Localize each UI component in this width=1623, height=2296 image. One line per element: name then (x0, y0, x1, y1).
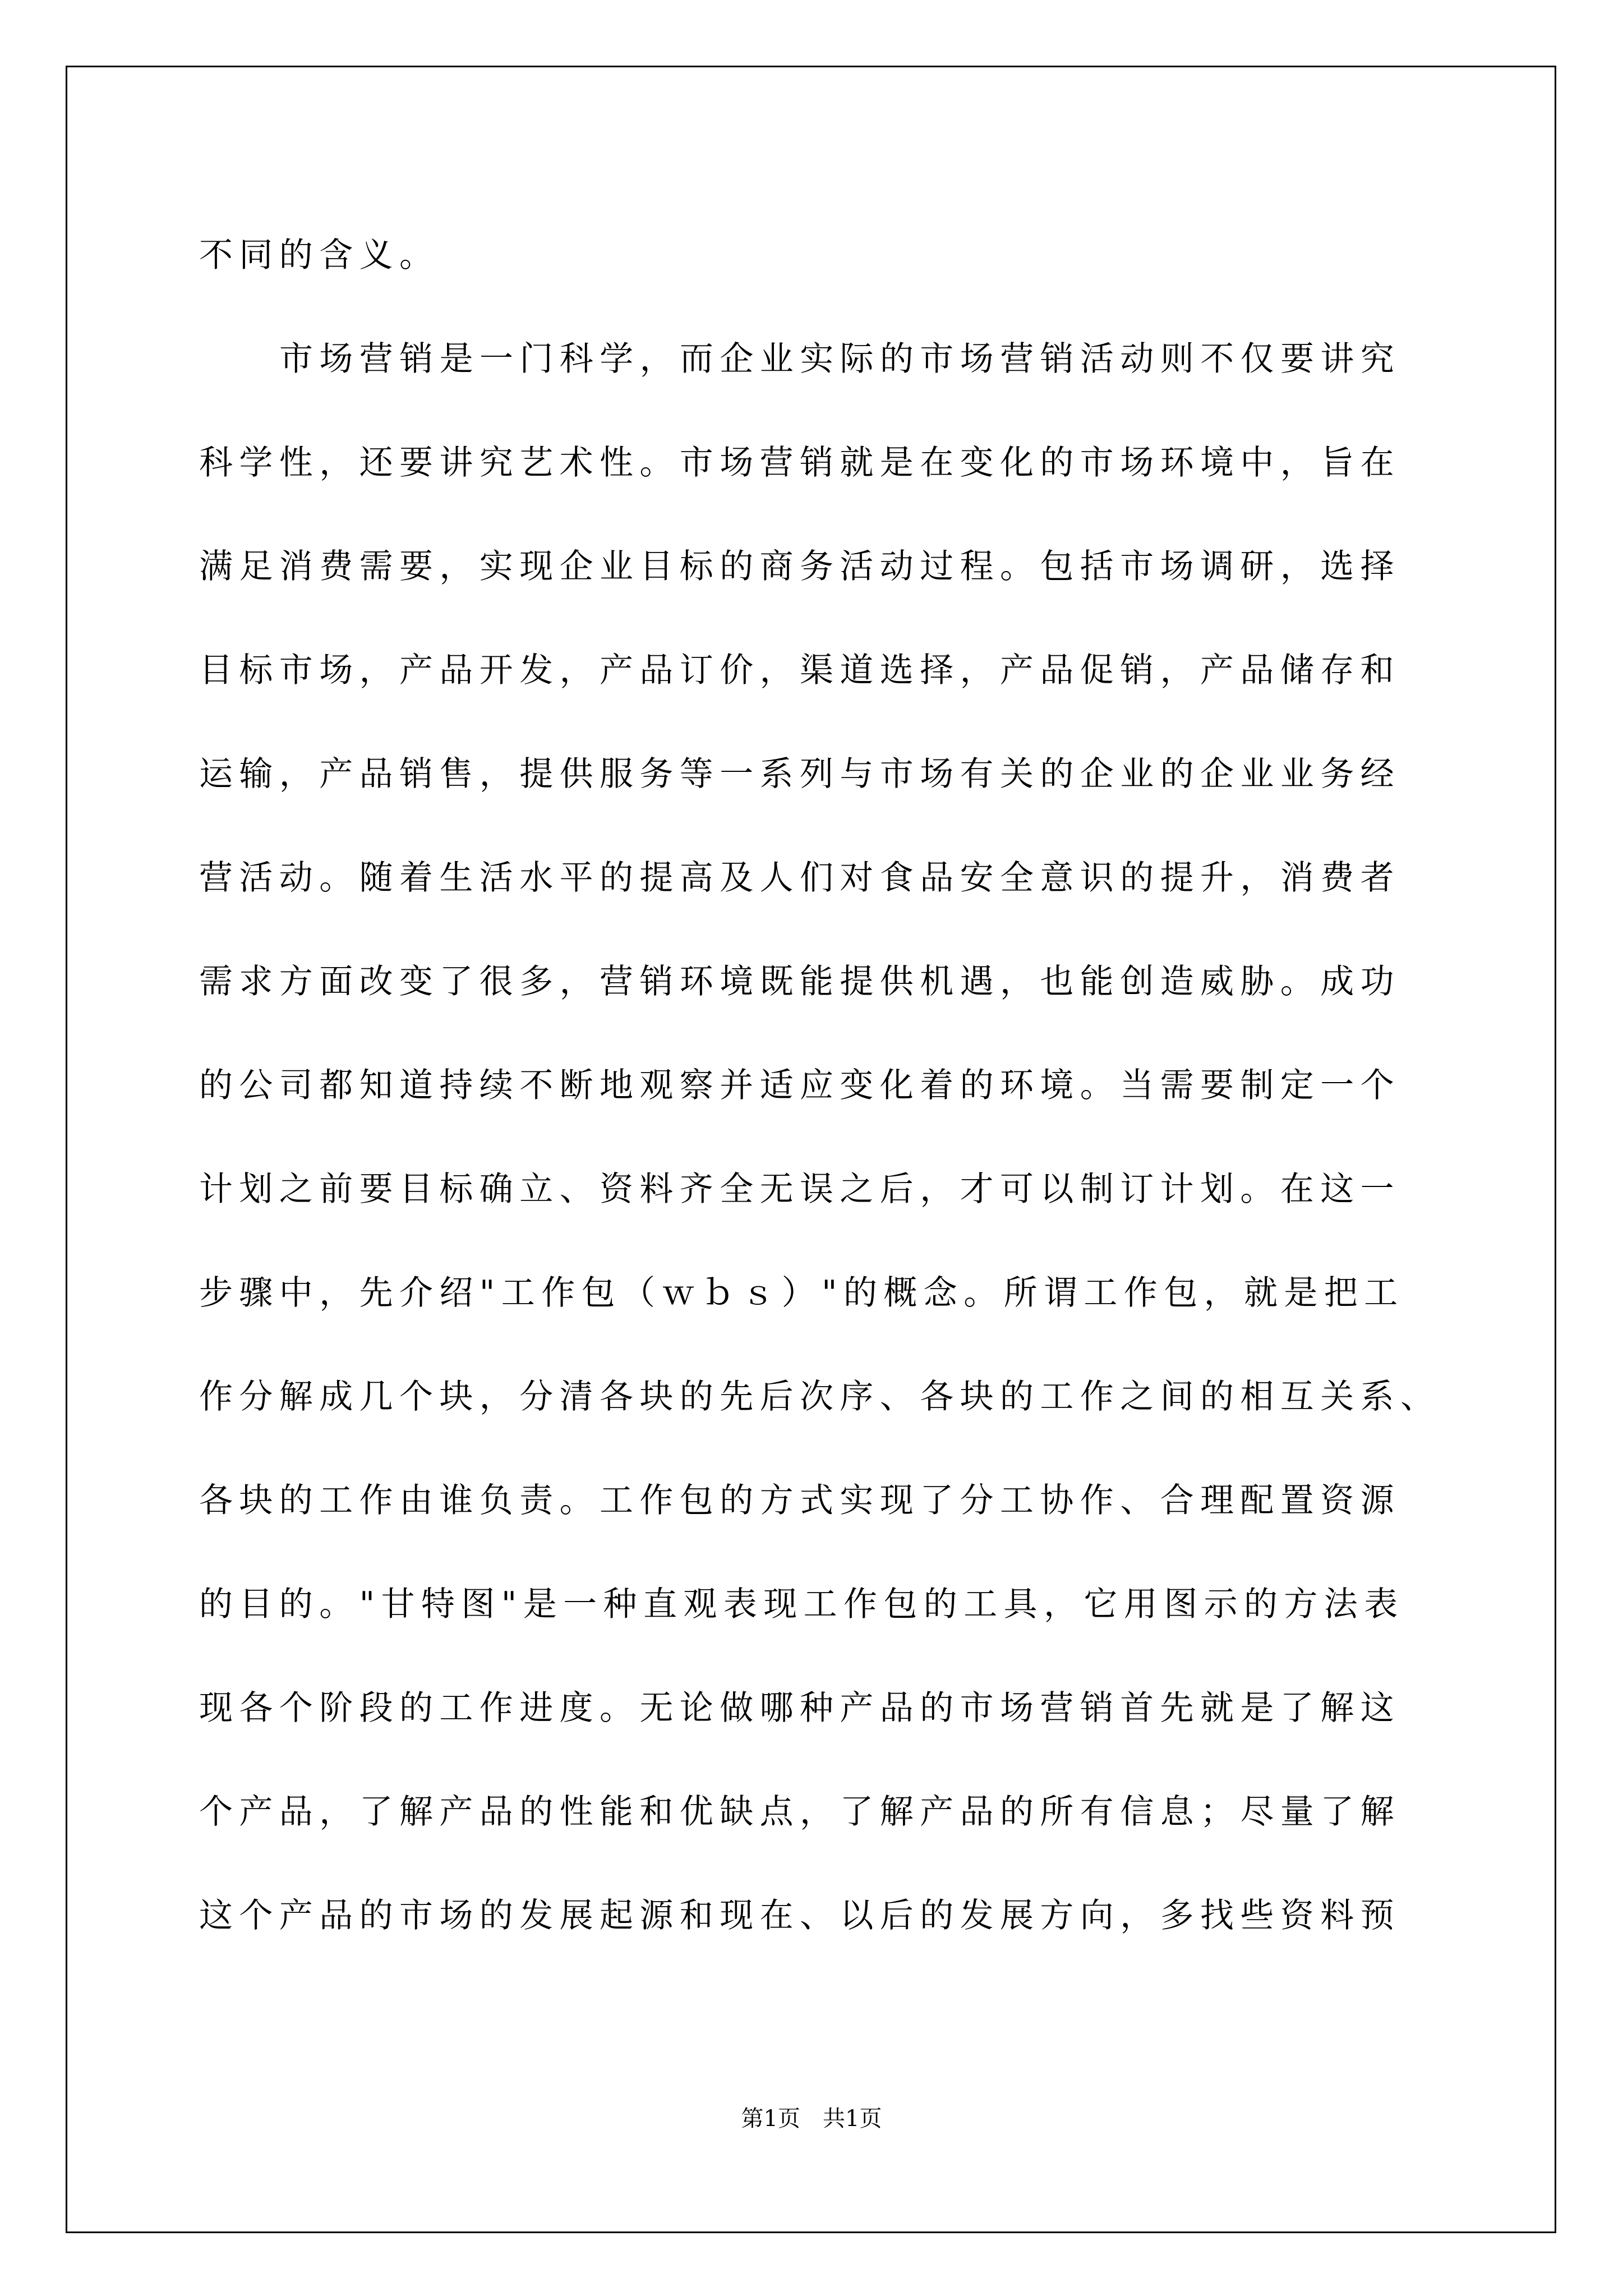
text-line: 的目的。"甘特图"是一种直观表现工作包的工具，它用图示的方法表 (199, 1585, 1404, 1624)
text-line: 营活动。随着生活水平的提高及人们对食品安全意识的提升，消费者 (199, 858, 1400, 898)
text-line: 作分解成几个块，分清各块的先后次序、各块的工作之间的相互关系、 (199, 1377, 1441, 1416)
page-number-footer: 第1页 共1页 (741, 2106, 882, 2132)
text-line: 计划之前要目标确立、资料齐全无误之后，才可以制订计划。在这一 (199, 1170, 1400, 1209)
text-line: 这个产品的市场的发展起源和现在、以后的发展方向，多找些资料预 (199, 1896, 1400, 1935)
text-line: 需求方面改变了很多，营销环境既能提供机遇，也能创造威胁。成功 (199, 962, 1400, 1001)
text-line: 不同的含义。 (199, 236, 440, 275)
text-line: 科学性，还要讲究艺术性。市场营销就是在变化的市场环境中，旨在 (199, 443, 1400, 482)
text-line: 目标市场，产品开发，产品订价，渠道选择，产品促销，产品储存和 (199, 651, 1400, 690)
text-line: 的公司都知道持续不断地观察并适应变化着的环境。当需要制定一个 (199, 1066, 1400, 1105)
text-line: 满足消费需要，实现企业目标的商务活动过程。包括市场调研，选择 (199, 547, 1400, 586)
text-line: 个产品，了解产品的性能和优缺点，了解产品的所有信息；尽量了解 (199, 1792, 1400, 1832)
text-line: 现各个阶段的工作进度。无论做哪种产品的市场营销首先就是了解这 (199, 1688, 1400, 1728)
text-line: 步骤中，先介绍"工作包（ｗｂｓ）"的概念。所谓工作包，就是把工 (199, 1273, 1404, 1313)
text-line: 运输，产品销售，提供服务等一系列与市场有关的企业的企业业务经 (199, 754, 1400, 794)
paragraph-first-line: 市场营销是一门科学，而企业实际的市场营销活动则不仅要讲究 (279, 339, 1401, 379)
text-line: 各块的工作由谁负责。工作包的方式实现了分工协作、合理配置资源 (199, 1481, 1400, 1520)
document-body (199, 204, 1461, 1968)
